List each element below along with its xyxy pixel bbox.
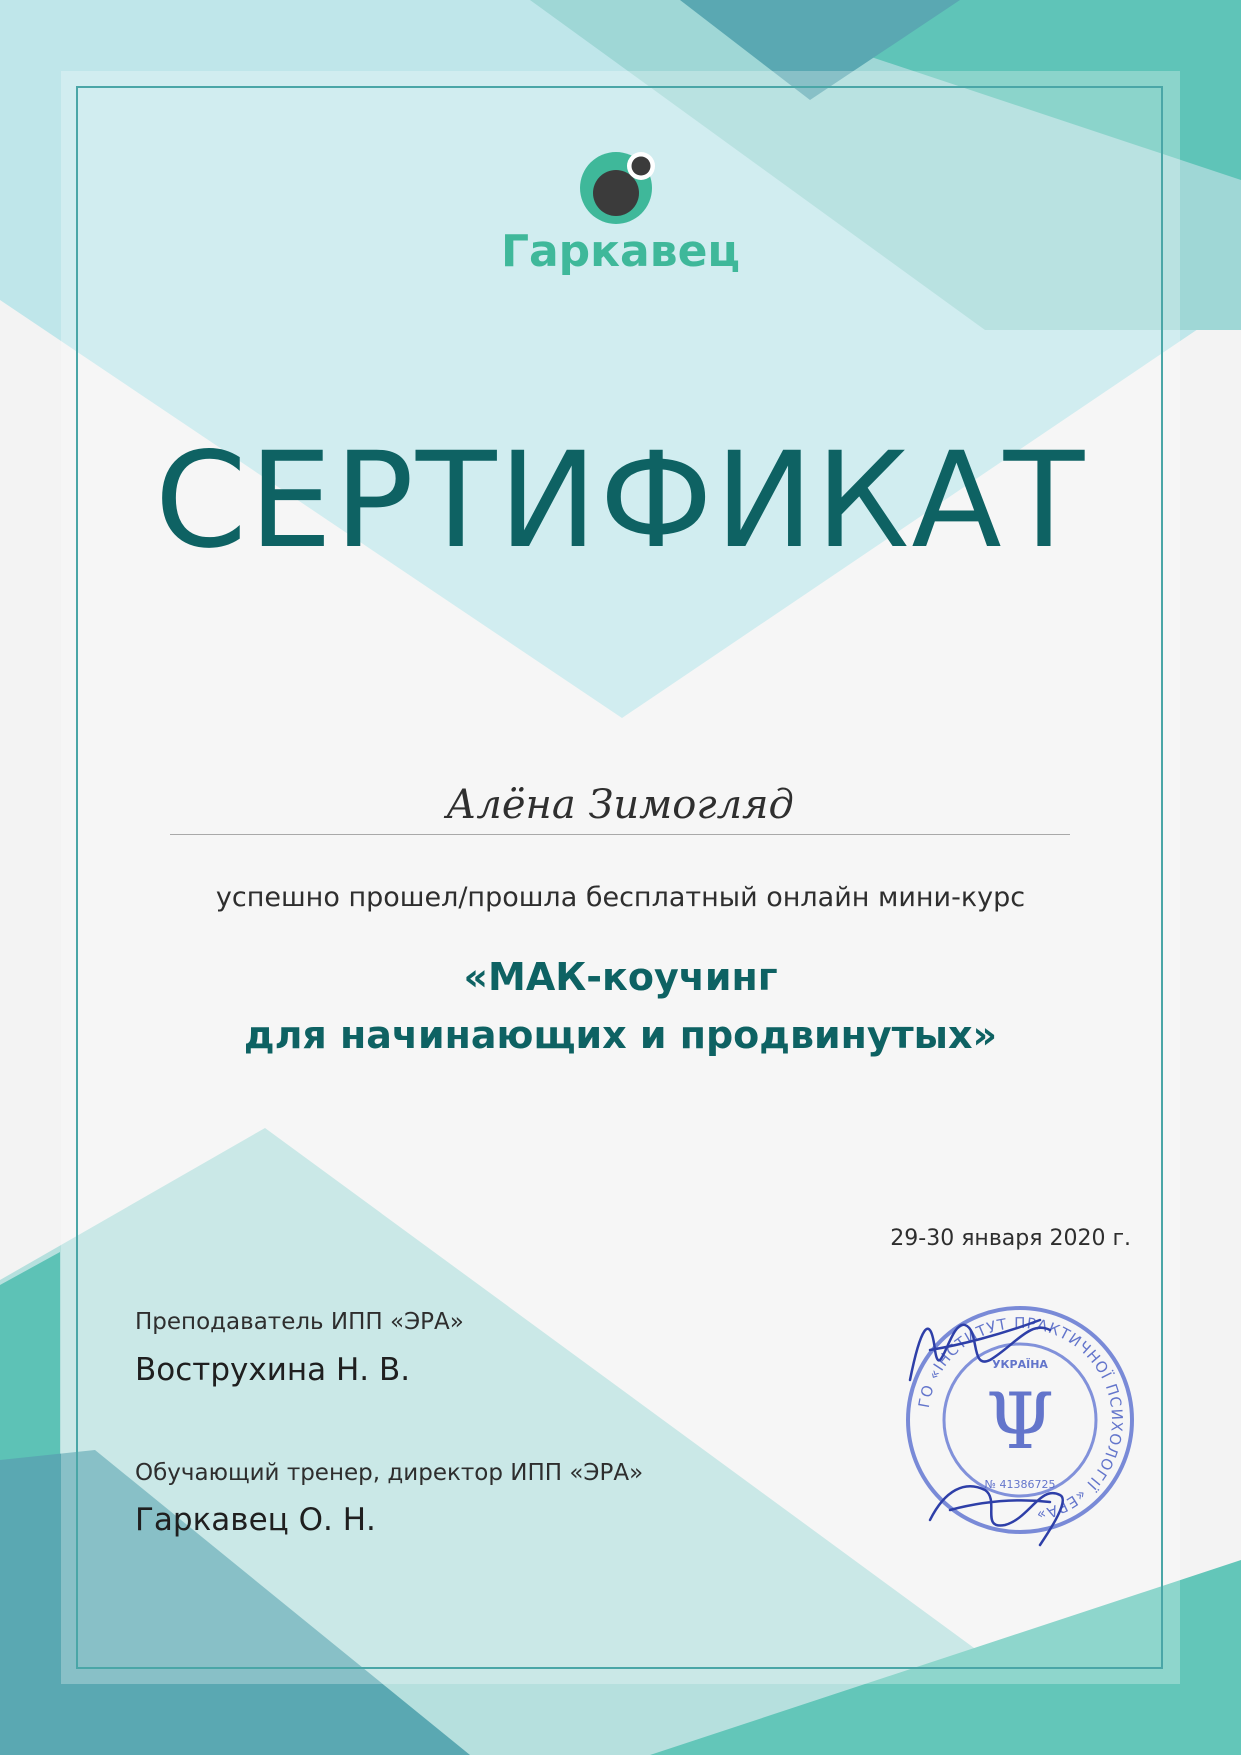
- seal-code: № 41386725: [984, 1478, 1056, 1491]
- brand-logo: [0, 148, 1241, 277]
- signatory-2-role: Обучающий тренер, директор ИПП «ЭРА»: [135, 1460, 644, 1486]
- recipient-underline: [170, 834, 1070, 835]
- brand-name: Гаркавец: [500, 226, 741, 277]
- course-title-line-2: для начинающих и продвинутых»: [243, 1013, 998, 1057]
- certificate-title: СЕРТИФИКАТ: [154, 424, 1087, 578]
- logo-bubbles-icon: [576, 148, 666, 224]
- seal-inner-text: УКРАЇНА: [992, 1358, 1048, 1371]
- recipient-name: Алёна Зимогляд: [446, 782, 794, 828]
- completion-text: успешно прошел/прошла бесплатный онлайн мини-курс: [215, 882, 1026, 913]
- signatory-1-name: Вострухина Н. В.: [135, 1352, 411, 1388]
- psi-seal-icon: [890, 1290, 1150, 1550]
- course-title-line-1: «МАК-коучинг: [463, 955, 778, 999]
- course-title: [0, 948, 1241, 1064]
- signatory-2-name: Гаркавец О. Н.: [135, 1502, 376, 1538]
- course-date: 29-30 января 2020 г.: [890, 1226, 1131, 1251]
- signatory-1-role: Преподаватель ИПП «ЭРА»: [135, 1309, 464, 1335]
- seal-outer-text: ГО «ІНСТИТУТ ПРАКТИЧНОЇ ПСИХОЛОГІЇ «ЕРА»: [914, 1313, 1127, 1525]
- seal-psi-symbol: Ψ: [985, 1377, 1055, 1467]
